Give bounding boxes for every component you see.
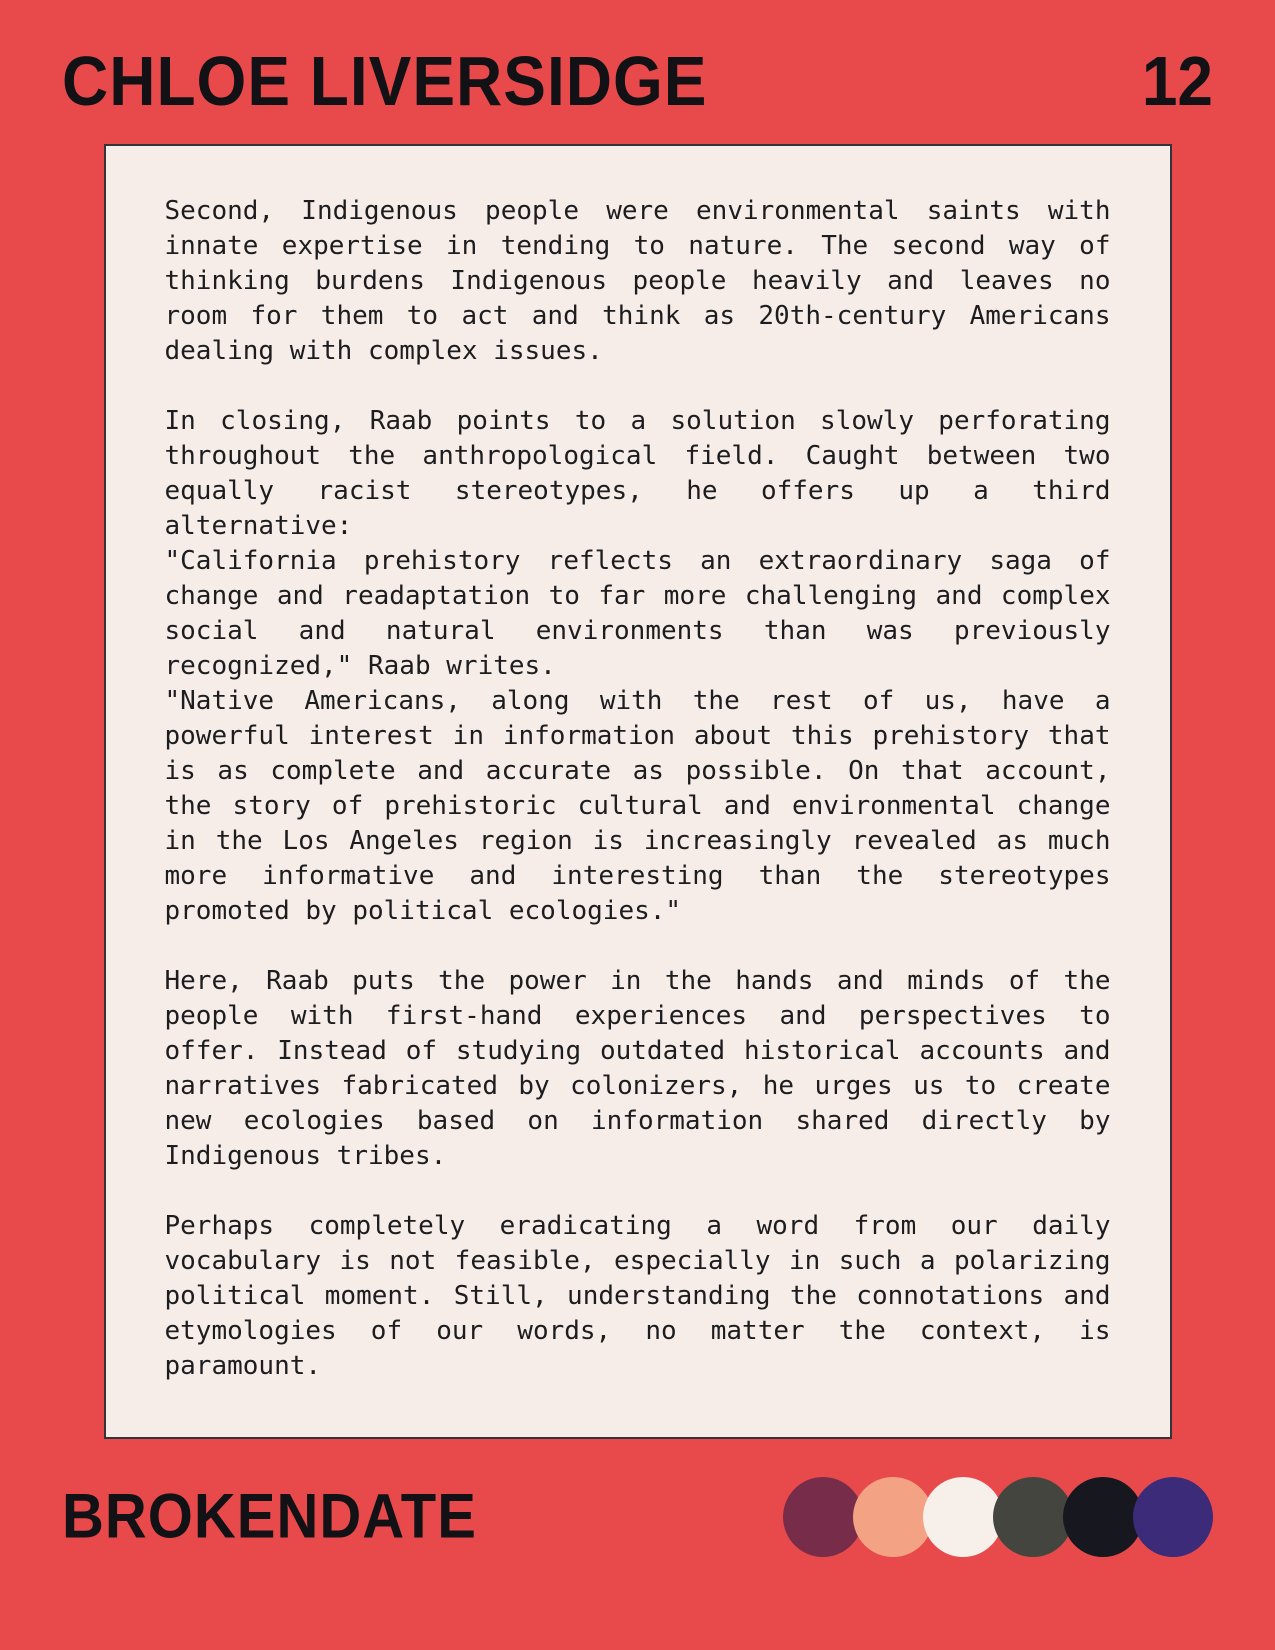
color-palette: [783, 1477, 1213, 1557]
paragraph-block: [165, 404, 1111, 929]
header: [0, 0, 1275, 121]
palette-swatch-peach: [853, 1477, 933, 1557]
page-title: CHLOE LIVERSIDGE: [62, 42, 708, 121]
paragraph: Perhaps completely eradicating a word from our daily vocabulary is not feasible, especially in such a polarizing political moment. Still, understanding the connotations and etymologies of our words, no matter the context, is paramount.: [164, 1211, 1111, 1381]
paragraph: "Native Americans, along with the rest of us, have a powerful interest in information about this prehistory that is as complete and accurate as possible. On that account, the story of prehistoric cultural and environmental change in the Los Angeles region is increasingly revealed as much more informative and interesting than the stereotypes promoted by political ecologies.": [164, 686, 1111, 926]
paragraph: Here, Raab puts the power in the hands and minds of the people with first-hand experiences and perspectives to offer. Instead of studying outdated historical accounts and narratives fabricated by colonizers, he urges us to create new ecologies based on information shared directly by Indigenous tribes.: [164, 966, 1111, 1171]
palette-swatch-indigo: [1133, 1477, 1213, 1557]
brand-title: BROKENDATE: [62, 1481, 477, 1552]
palette-swatch-gray: [993, 1477, 1073, 1557]
text-panel: [104, 144, 1172, 1439]
paragraph-block: [165, 1209, 1111, 1384]
paragraph-block: [165, 194, 1111, 369]
page-number: 12: [1141, 42, 1213, 121]
palette-swatch-black: [1063, 1477, 1143, 1557]
paragraph-block: [165, 964, 1111, 1174]
paragraph: "California prehistory reflects an extraordinary saga of change and readaptation to far more challenging and complex social and natural environments than was previously recognized," Raab writes.: [164, 546, 1111, 681]
palette-swatch-maroon: [783, 1477, 863, 1557]
paragraph: In closing, Raab points to a solution slowly perforating throughout the anthropological field. Caught between two equally racist stereotypes, he offers up a third alternative:: [164, 406, 1111, 541]
footer: [0, 1477, 1275, 1557]
paragraph: Second, Indigenous people were environmental saints with innate expertise in tending to nature. The second way of thinking burdens Indigenous people heavily and leaves no room for them to act and think as 20th-century Americans dealing with complex issues.: [164, 196, 1111, 366]
palette-swatch-cream: [923, 1477, 1003, 1557]
